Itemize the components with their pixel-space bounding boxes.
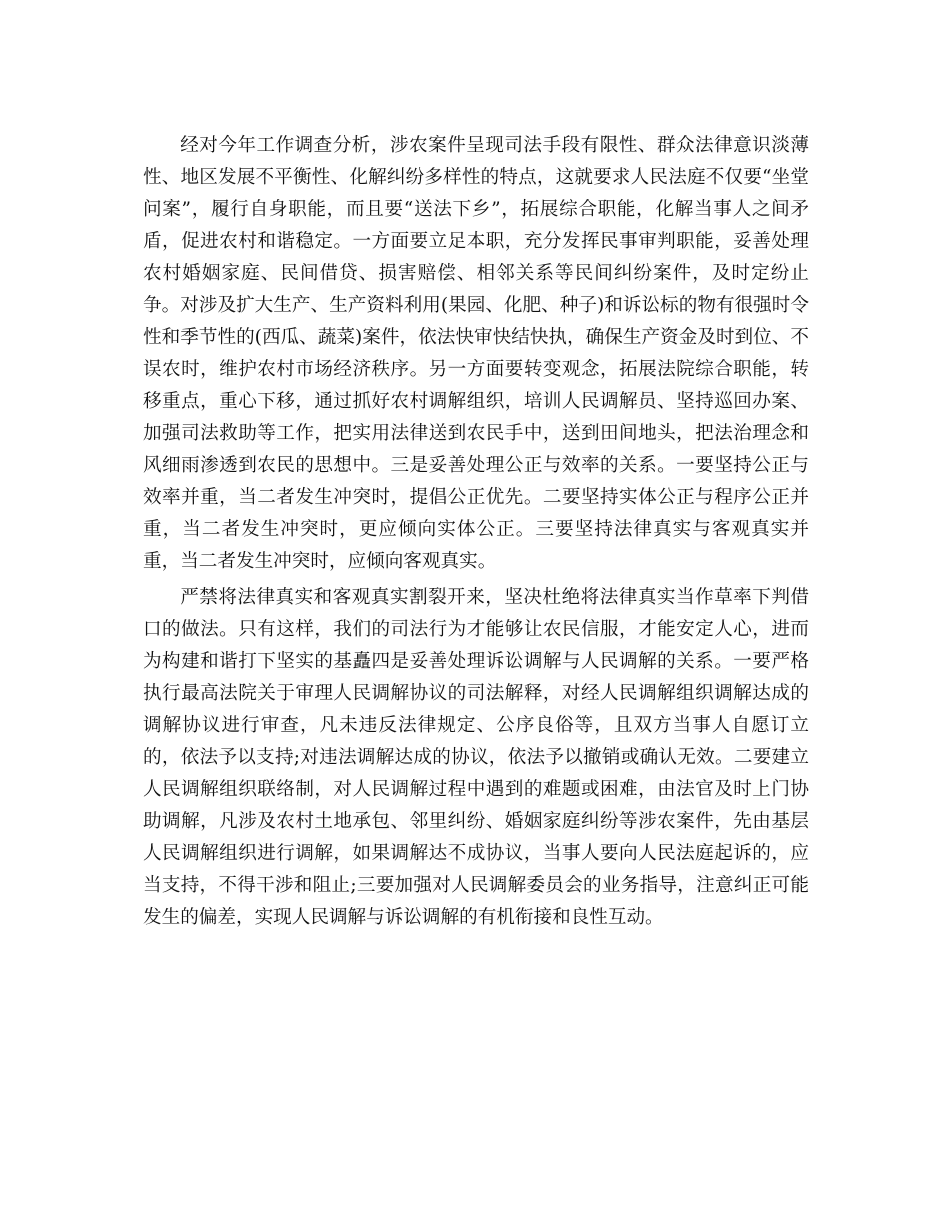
paragraph-1: 经对今年工作调查分析，涉农案件呈现司法手段有限性、群众法律意识淡薄性、地区发展不平衡性、化解纠纷多样性的特点，这就要求人民法庭不仅要“坐堂问案”，履行自身职能，而且要“送法下乡”，拓展综合职能，化解当事人之间矛盾，促进农村和谐稳定。一方面要立足本职，充分发挥民事审判职能，妥善处理农村婚姻家庭、民间借贷、损害赔偿、相邻关系等民间纠纷案件，及时定纷止争。对涉及扩大生产、生产资料利用(果园、化肥、种子)和诉讼标的物有很强时令性和季节性的(西瓜、蔬菜)案件，依法快审快结快执，确保生产资金及时到位、不误农时，维护农村市场经济秩序。另一方面要转变观念，拓展法院综合职能，转移重点，重心下移，通过抓好农村调解组织，培训人民调解员、坚持巡回办案、加强司法救助等工作，把实用法律送到农民手中，送到田间地头，把法治理念和风细雨渗透到农民的思想中。三是妥善处理公正与效率的关系。一要坚持公正与效率并重，当二者发生冲突时，提倡公正优先。二要坚持实体公正与程序公正并重，当二者发生冲突时，更应倾向实体公正。三要坚持法律真实与客观真实并重，当二者发生冲突时，应倾向客观真实。	[143, 135, 809, 572]
paragraph-2: 严禁将法律真实和客观真实割裂开来，坚决杜绝将法律真实当作草率下判借口的做法。只有这样，我们的司法行为才能够让农民信服，才能安定人心，进而为构建和谐打下坚实的基矗四是妥善处理诉讼调解与人民调解的关系。一要严格执行最高法院关于审理人民调解协议的司法解释，对经人民调解组织调解达成的调解协议进行审查，凡未违反法律规定、公序良俗等，且双方当事人自愿订立的，依法予以支持;对违法调解达成的协议，依法予以撤销或确认无效。二要建立人民调解组织联络制，对人民调解过程中遇到的难题或困难，由法官及时上门协助调解，凡涉及农村土地承包、邻里纠纷、婚姻家庭纠纷等涉农案件，先由基层人民调解组织进行调解，如果调解达不成协议，当事人要向人民法庭起诉的，应当支持，不得干涉和阻止;三要加强对人民调解委员会的业务指导，注意纠正可能发生的偏差，实现人民调解与诉讼调解的有机衔接和良性互动。	[143, 587, 809, 928]
document-body	[143, 130, 809, 938]
